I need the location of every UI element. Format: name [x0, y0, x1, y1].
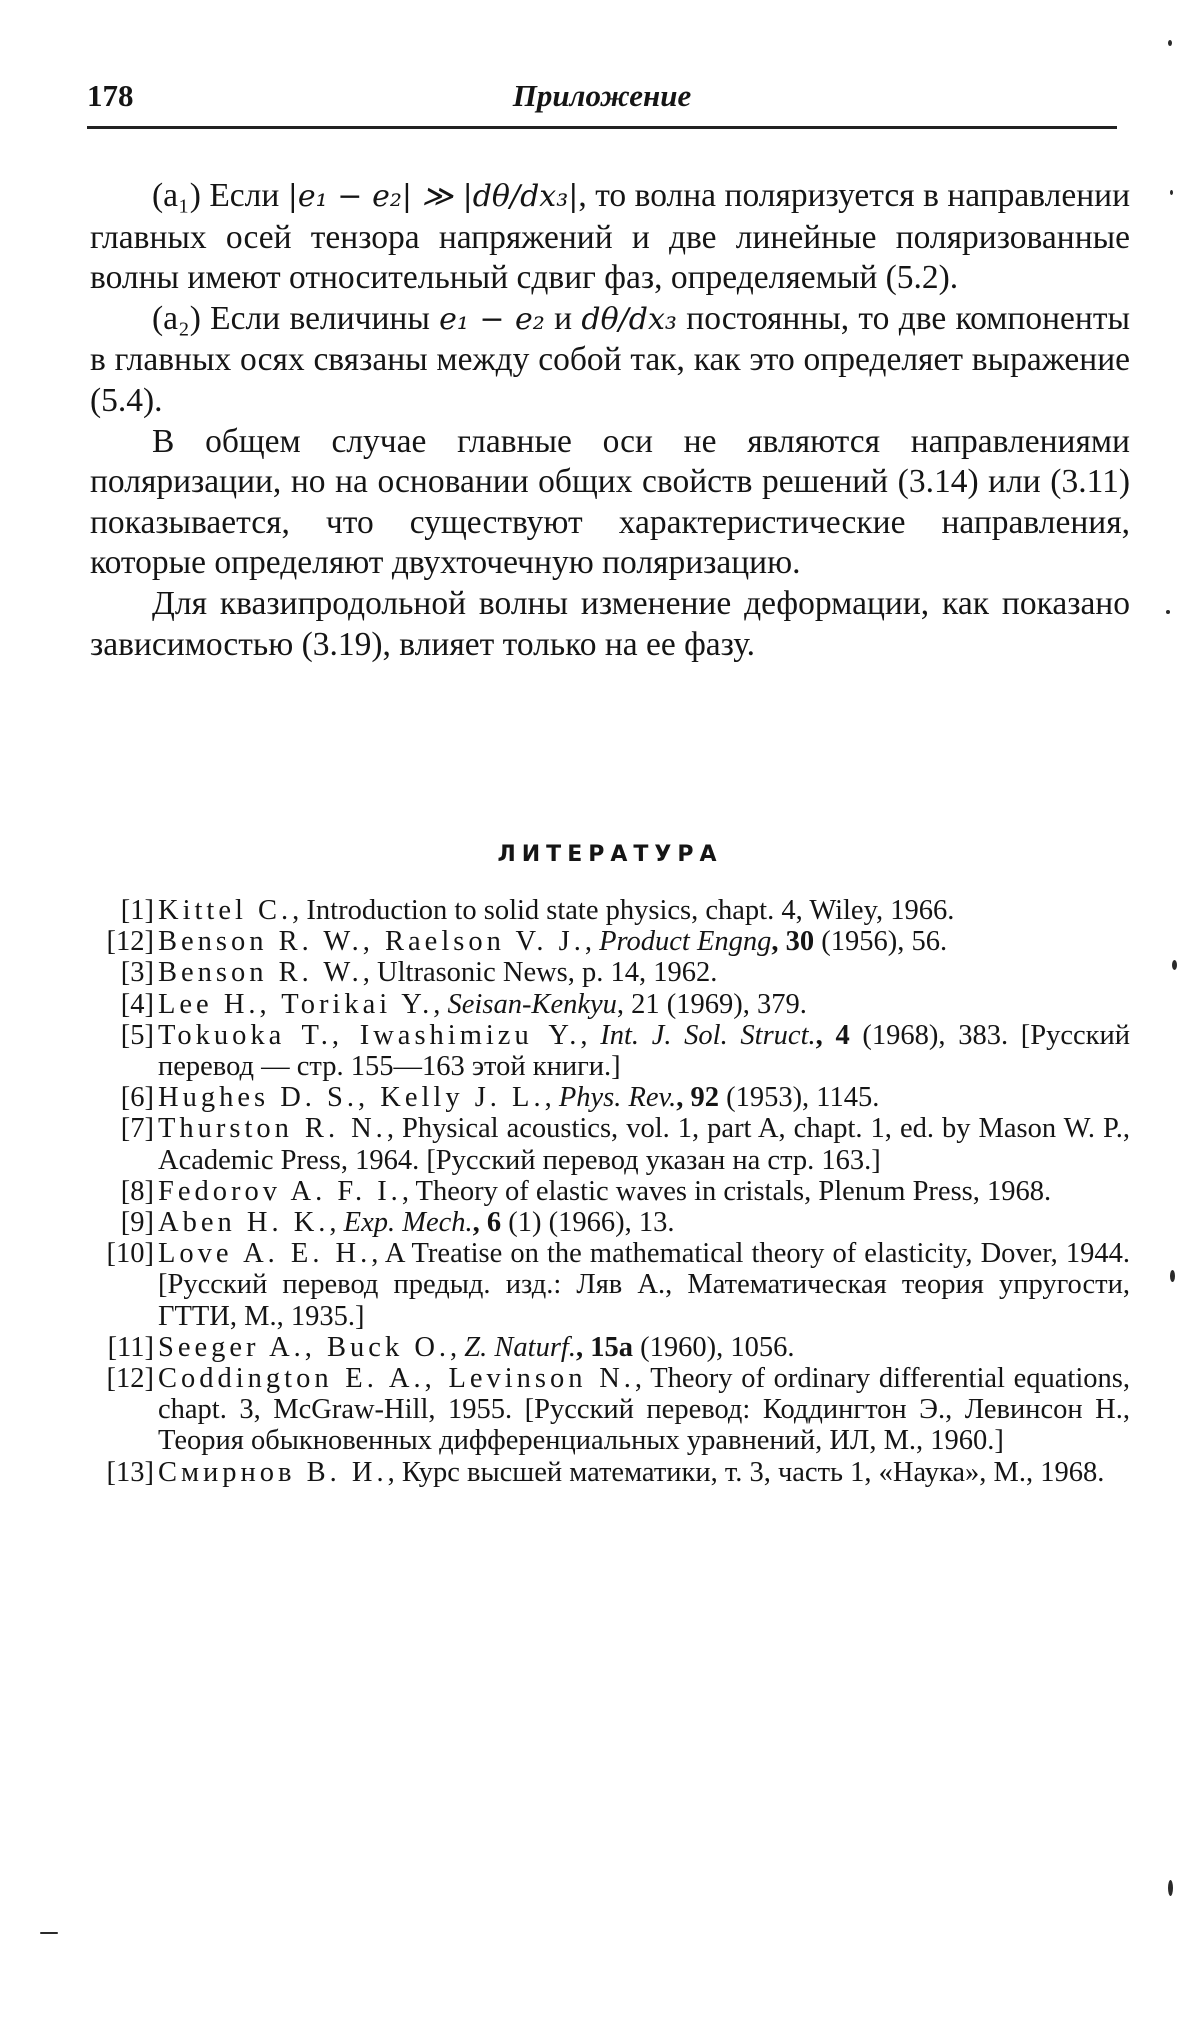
paragraph-a1-text: , то волна поляризуется в направлении главных осей тензора напряжений и две линейные поляризованные волны имеют относительный сдвиг фаз, определяемый (5.2).	[90, 177, 1130, 297]
reference-text: , Theory of ordinary differential equations, chapt. 3, McGraw-Hill, 1955. [Русский перевод: Коддингтон Э., Левинсон Н., Теория обыкновенных дифференциальных уравнений, ИЛ, М., 1960.]	[158, 1363, 1130, 1457]
reference-authors: Coddington E. A., Levinson N.	[158, 1363, 635, 1395]
reference-text-tail: (1) (1966), 13.	[501, 1207, 675, 1239]
reference-number: [1]	[120, 895, 154, 926]
reference-item	[104, 1082, 1130, 1113]
reference-volume: , 6	[472, 1207, 502, 1239]
scan-speck	[40, 1932, 58, 1934]
reference-journal: Phys. Rev.	[558, 1082, 677, 1114]
reference-authors: Смирнов В. И.	[158, 1456, 388, 1488]
paragraph-a1-label: (a₁) Если	[152, 177, 288, 214]
reference-number: [3]	[120, 957, 154, 989]
reference-text: , Physical acoustics, vol. 1, part A, chapt. 1, ed. by Mason W. P., Academic Press, 1964. [Русский перевод указан на стр. 163.]	[158, 1113, 1130, 1176]
reference-authors: Seeger A., Buck O.	[158, 1331, 451, 1363]
paragraph-quasi-longitudinal: Для квазипродольной волны изменение деформации, как показано зависимостью (3.19), влияет только на ее фазу.	[90, 584, 1130, 663]
reference-authors: Kittel C.	[158, 895, 293, 926]
reference-authors: Tokuoka T., Iwashimizu Y.	[158, 1019, 581, 1051]
reference-text-tail: , 21 (1969), 379.	[616, 988, 807, 1020]
reference-text: ,	[450, 1331, 465, 1363]
reference-number: [8]	[120, 1175, 154, 1207]
reference-number: [12]	[106, 926, 154, 958]
scan-speck	[1170, 1270, 1175, 1282]
formula-a2-difference: e₁ − e₂	[439, 301, 545, 337]
reference-number: [7]	[120, 1113, 154, 1145]
formula-a2-derivative: dθ/dx₃	[581, 301, 677, 337]
reference-item	[104, 1457, 1130, 1488]
reference-number: [13]	[106, 1456, 154, 1488]
reference-item	[104, 1176, 1130, 1207]
reference-text: , Theory of elastic waves in cristals, Plenum Press, 1968.	[401, 1175, 1052, 1207]
reference-authors: Lee H., Torikai Y.	[158, 988, 434, 1020]
reference-number: [5]	[120, 1019, 154, 1051]
reference-text: ,	[329, 1207, 344, 1239]
reference-text: , Курс высшей математики, т. 3, часть 1, «Наука», М., 1968.	[387, 1456, 1105, 1488]
paragraph-a2-label: (a₂) Если величины	[152, 299, 440, 337]
paragraph-a1	[90, 176, 1130, 299]
reference-journal: Int. J. Sol. Struct.	[600, 1019, 816, 1051]
reference-text: ,	[433, 988, 448, 1020]
reference-authors: Love A. E. H.	[158, 1238, 372, 1270]
reference-text: ,	[584, 926, 600, 958]
reference-item	[104, 1238, 1130, 1332]
reference-authors: Fedorov A. F. I.	[158, 1175, 402, 1207]
paragraph-general-case: В общем случае главные оси не являются направлениями поляризации, но на основании общих свойств решений (3.14) или (3.11) показывается, что существуют характеристические направления, которые определяют двухточечную поляризацию.	[90, 422, 1130, 582]
reference-text: ,	[580, 1019, 601, 1051]
page-header	[87, 78, 1117, 122]
references-list	[104, 895, 1130, 1488]
paragraph-a2-text: постоянны, то две компоненты в главных осях связаны между собой так, как это определяет выражение (5.4).	[90, 299, 1130, 419]
reference-volume: , 30	[771, 926, 815, 958]
reference-volume: , 92	[676, 1082, 719, 1114]
reference-number: [10]	[106, 1238, 154, 1270]
page-number: 178	[87, 78, 134, 113]
reference-authors: Benson R. W.	[158, 957, 363, 989]
reference-text: , Introduction to solid state physics, chapt. 4, Wiley, 1966.	[292, 895, 955, 926]
reference-authors: Benson R. W., Raelson V. J.	[158, 926, 585, 958]
scan-speck	[1168, 1880, 1173, 1896]
scan-speck	[1166, 610, 1170, 614]
paragraph-a2-conjunction: и	[544, 299, 582, 337]
references-title: ЛИТЕРАТУРА	[497, 842, 723, 867]
reference-item	[104, 957, 1130, 988]
reference-text-tail: (1956), 56.	[814, 926, 948, 958]
reference-authors: Hughes D. S., Kelly J. L.	[158, 1082, 545, 1114]
reference-text: , A Treatise on the mathematical theory of elasticity, Dover, 1944. [Русский перевод предыд. изд.: Ляв А., Математическая теория упругости, ГТТИ, М., 1935.]	[158, 1238, 1131, 1332]
reference-item	[104, 895, 1130, 926]
paragraph-a2	[90, 299, 1130, 422]
reference-number: [9]	[120, 1207, 154, 1239]
scan-speck	[1170, 190, 1173, 195]
reference-journal: Seisan-Kenkyu	[447, 988, 617, 1020]
scan-speck	[1168, 40, 1172, 46]
reference-authors: Thurston R. N.	[158, 1113, 387, 1145]
reference-text: ,	[544, 1082, 559, 1114]
body-text	[90, 176, 1130, 665]
reference-text-tail: (1953), 1145.	[718, 1082, 880, 1114]
reference-number: [6]	[120, 1082, 154, 1114]
reference-item	[104, 1020, 1130, 1082]
reference-item	[104, 1332, 1130, 1363]
formula-a1: |e₁ − e₂| ≫ |dθ/dx₃|	[287, 179, 579, 214]
reference-volume: , 4	[815, 1019, 850, 1051]
reference-number: [4]	[120, 988, 154, 1020]
reference-journal: Product Engng	[599, 926, 772, 958]
reference-item	[104, 1207, 1130, 1238]
reference-number: [11]	[107, 1331, 154, 1363]
reference-text-tail: (1960), 1056.	[632, 1331, 795, 1363]
reference-text-tail: (1968), 383. [Русский перевод — стр. 155—163 этой книги.]	[158, 1019, 1131, 1083]
reference-text: , Ultrasonic News, p. 14, 1962.	[362, 957, 718, 989]
reference-authors: Aben H. K.	[158, 1207, 330, 1239]
reference-number: [12]	[106, 1363, 154, 1395]
header-rule	[87, 126, 1117, 129]
reference-item	[104, 1363, 1130, 1457]
reference-item	[104, 989, 1130, 1020]
scan-speck	[1172, 960, 1177, 970]
reference-item	[104, 1113, 1130, 1175]
running-head: Приложение	[512, 78, 692, 113]
reference-journal: Z. Naturf.	[464, 1331, 576, 1363]
reference-volume: , 15a	[575, 1331, 633, 1363]
reference-journal: Exp. Mech.	[343, 1207, 473, 1239]
reference-item	[104, 926, 1130, 957]
